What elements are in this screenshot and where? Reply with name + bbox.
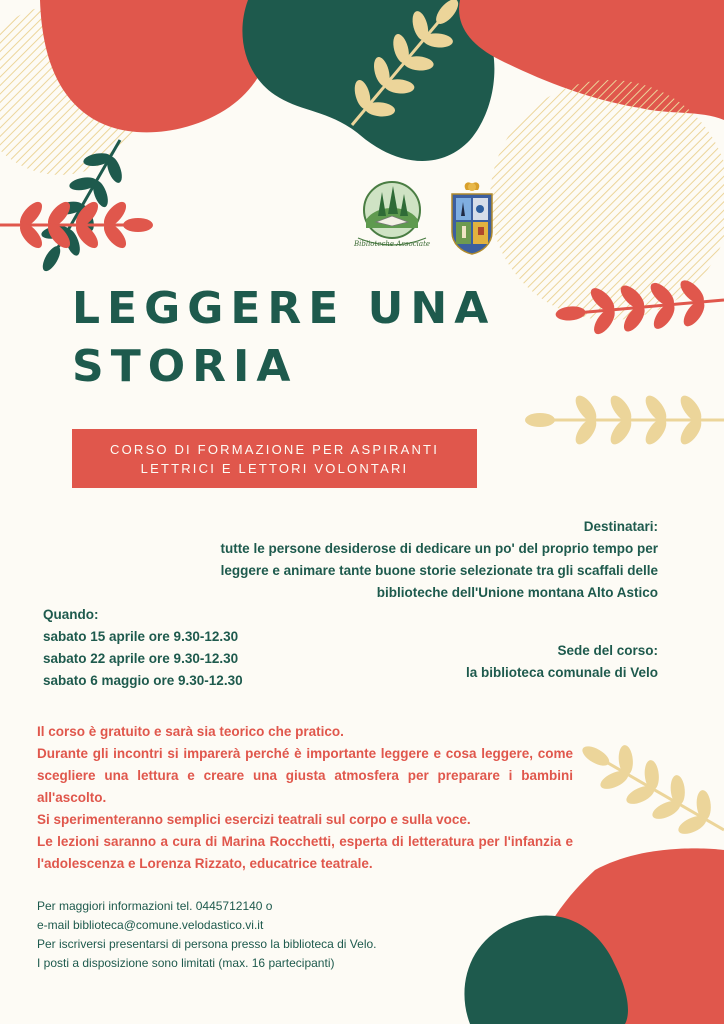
subtitle-banner [72, 429, 477, 488]
yellow-fern-right [525, 392, 724, 448]
course-description [37, 721, 573, 875]
description-paragraph: Le lezioni saranno a cura di Marina Rocchetti, esperta di letteratura per l'infanzia e l'adolescenza e Lorenza Rizzato, educatrice teatrale. [37, 834, 573, 871]
schedule-heading: Quando: [43, 607, 99, 622]
description-paragraph: Durante gli incontri si imparerà perché è importante leggere e cosa leggere, come scegliere una lettura e creare una giusta atmosfera per preparare i bambini all'ascolto. [37, 746, 573, 805]
info-line: Per iscriversi presentarsi di persona presso la biblioteca di Velo. [37, 937, 377, 951]
green-blob-top [242, 0, 494, 161]
audience-line: leggere e animare tante buone storie selezionate tra gli scaffali delle [220, 563, 658, 578]
title-line-1: LEGGERE UNA [72, 283, 496, 334]
audience-section [98, 516, 658, 604]
page-title [72, 280, 632, 396]
venue-section [466, 640, 658, 684]
library-logo [350, 176, 434, 250]
audience-line: biblioteche dell'Unione montana Alto Astico [376, 585, 658, 600]
description-paragraph: Si sperimenteranno semplici esercizi teatrali sul corpo e sulla voce. [37, 812, 471, 827]
yellow-fern-bottom-right [569, 724, 724, 854]
subtitle-line-1: CORSO DI FORMAZIONE PER ASPIRANTI [109, 441, 440, 457]
schedule-date: sabato 6 maggio ore 9.30-12.30 [43, 673, 243, 688]
audience-line: tutte le persone desiderose di dedicare un po' del proprio tempo per [220, 541, 658, 556]
venue-heading: Sede del corso: [557, 643, 658, 658]
info-line: I posti a disposizione sono limitati (max. 16 partecipanti) [37, 956, 335, 970]
municipal-crest-icon [448, 180, 496, 256]
info-line: Per maggiori informazioni tel. 0445712140 o [37, 899, 273, 913]
subtitle-line-2: LETTRICI E LETTORI VOLONTARI [140, 460, 409, 476]
email-line: e-mail biblioteca@comune.velodastico.vi.it [37, 918, 264, 932]
audience-heading: Destinatari: [583, 519, 658, 534]
svg-text:Biblioteche Associate: Biblioteche Associate [353, 240, 431, 248]
schedule-date: sabato 22 aprile ore 9.30-12.30 [43, 651, 239, 666]
schedule-date: sabato 15 aprile ore 9.30-12.30 [43, 629, 239, 644]
description-paragraph: Il corso è gratuito e sarà sia teorico che pratico. [37, 724, 344, 739]
title-line-2: STORIA [72, 341, 298, 392]
contact-info [37, 897, 377, 973]
venue-place: la biblioteca comunale di Velo [465, 665, 658, 680]
schedule-section [43, 604, 243, 692]
